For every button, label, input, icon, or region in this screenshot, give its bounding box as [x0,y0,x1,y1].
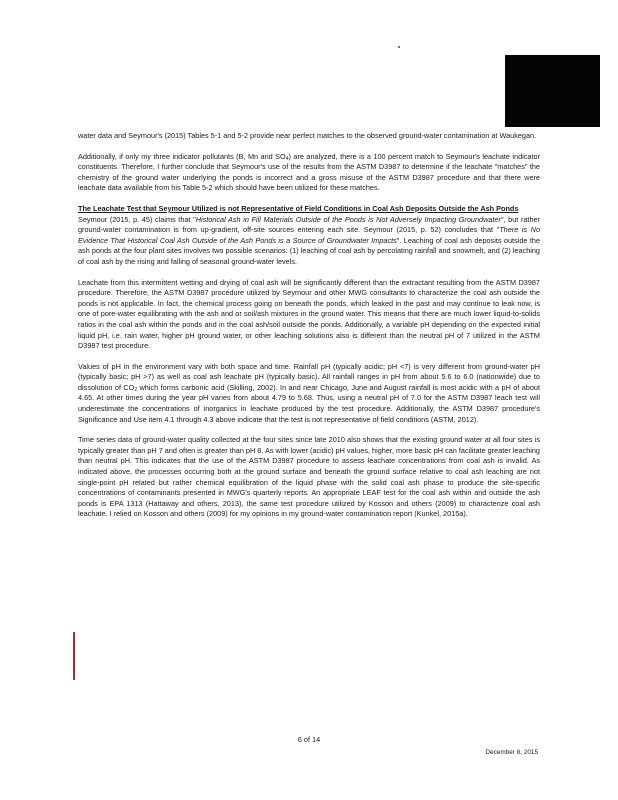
section-heading: The Leachate Test that Seymour Utilized is not Representative of Field Conditions in Coal Ash Deposits Outside the Ash Ponds [78,203,519,213]
paragraph-5: Values of pH in the environment vary with both space and time. Rainfall pH (typically acidic; pH <7) is very different from ground-water pH (typically basic; pH >7) as well as coal ash leachate pH (typically basic). All rainfall ranges in pH from about 5.6 to 6.0 (nationwide) due to dissolution of $CO_2$ which forms carbonic acid (Skilling, 2002). In and near Chicago, June and August rainfall is most acidic with a pH of about 4.65. At other times during the year pH varies from about 4.79 to 5.68. Thus, using a neutral pH of 7.0 for the ASTM D3987 leach test will underestimate the concentrations of inorganics in leachate produced by the test procedure. Additionally, the ASTM D3987 procedure's Significance and Use item 4.1 through 4.3 above indicate that the test is not representative of field conditions (ASTM, 2012). [78,361,540,424]
paragraph-4: Leachate from this intermittent wetting and drying of coal ash will be significantly different than the extractant resulting from the ASTM D3987 procedure. Therefore, the ASTM D3987 procedure utilized by Seymour and other MWG consultants to characterize the coal ash outside the ponds is not applicable. In fact, the chemical process going on beneath the ponds, which leaked in the past and may continue to leak now, is one of pore-water equilibrating with the ash and or soil/ash mixtures in the ground water. This means that there are much lower liquid-to-solids ratios in the coal ash within the ponds and in the coal ash/soil outside the ponds. Additionally, a variable pH depending on the expected initial liquid pH, i.e. rain water, higher pH ground water, or other leaching solutions also is different than the neutral pH of 7 utilized in the ASTM D3987 test procedure. [78,277,540,351]
paragraph-2: Additionally, if only my three indicator pollutants (B, Mn and $SO_4$) are analyzed, there is a 100 percent match to Seymour's leachate indicator constituents. Therefore, I further conclude that Seymour's use of the results from the ASTM D3987 to determine if the leachate "matches" the chemistry of the ground water underlying the ponds is incorrect and a gross misuse of the ASTM D3987 procedure and that there were leachate data available from his Table 5-2 which should have been utilized for these matches. [78,151,540,193]
paragraph-6: Time series data of ground-water quality collected at the four sites since late 2010 also shows that the existing ground water at all four sites is typically greater than pH 7 and often is greater than pH 8. As with lower (acidic) pH values, higher, more basic pH can facilitate greater leaching than neutral pH. This indicates that the use of the ASTM D3987 procedure to assess leachate concentrations from coal ash is invalid. As indicated above, the processes occurring both at the ground surface and beneath the ground surface relative to coal ash leaching are not single-point pH related but rather chemical equilibration of the liquid phase with the solid coal ash phase to produce the site-specific concentrations of contaminants presented in MWG's quarterly reports. An appropriate LEAF test for the coal ash within and outside the ash ponds is EPA 1313 (Hattaway and others, 2013), the same test procedure utilized by Kosson and others (2009) to characterize coal ash leachate. I relied on Kosson and others (2009) for my opinions in my ground-water contamination report (Kunkel, 2015a). [78,435,540,519]
document-body [78,131,540,530]
scan-speck [398,46,400,48]
paragraph-1: water data and Seymour's (2015) Tables 5-1 and 5-2 provide near perfect matches to the observed ground-water contamination at Waukegan. [78,131,537,140]
footer-date: December 8, 2015 [485,749,538,756]
revision-margin-bar [73,632,75,680]
page-number: 6 of 14 [297,735,321,744]
redaction-block [505,55,600,127]
paragraph-3: Seymour (2015, p. 45) claims that "Historical Ash in Fill Materials Outside of the Ponds is Not Adversely Impacting Groundwater", but rather ground-water contamination is from up-gradient, off-site sources entering each site. Seymour (2015, p. 52) concludes that "There is No Evidence That Historical Coal Ash Outside of the Ash Ponds is a Source of Groundwater Impacts". Leaching of coal ash deposits outside the ash ponds at the four plant sites involves two possible scenarios: (1) leaching of coal ash by percolating rainfall and snowmelt, and (2) leaching of coal ash by the rising and falling of seasonal ground-water levels. [78,214,541,266]
